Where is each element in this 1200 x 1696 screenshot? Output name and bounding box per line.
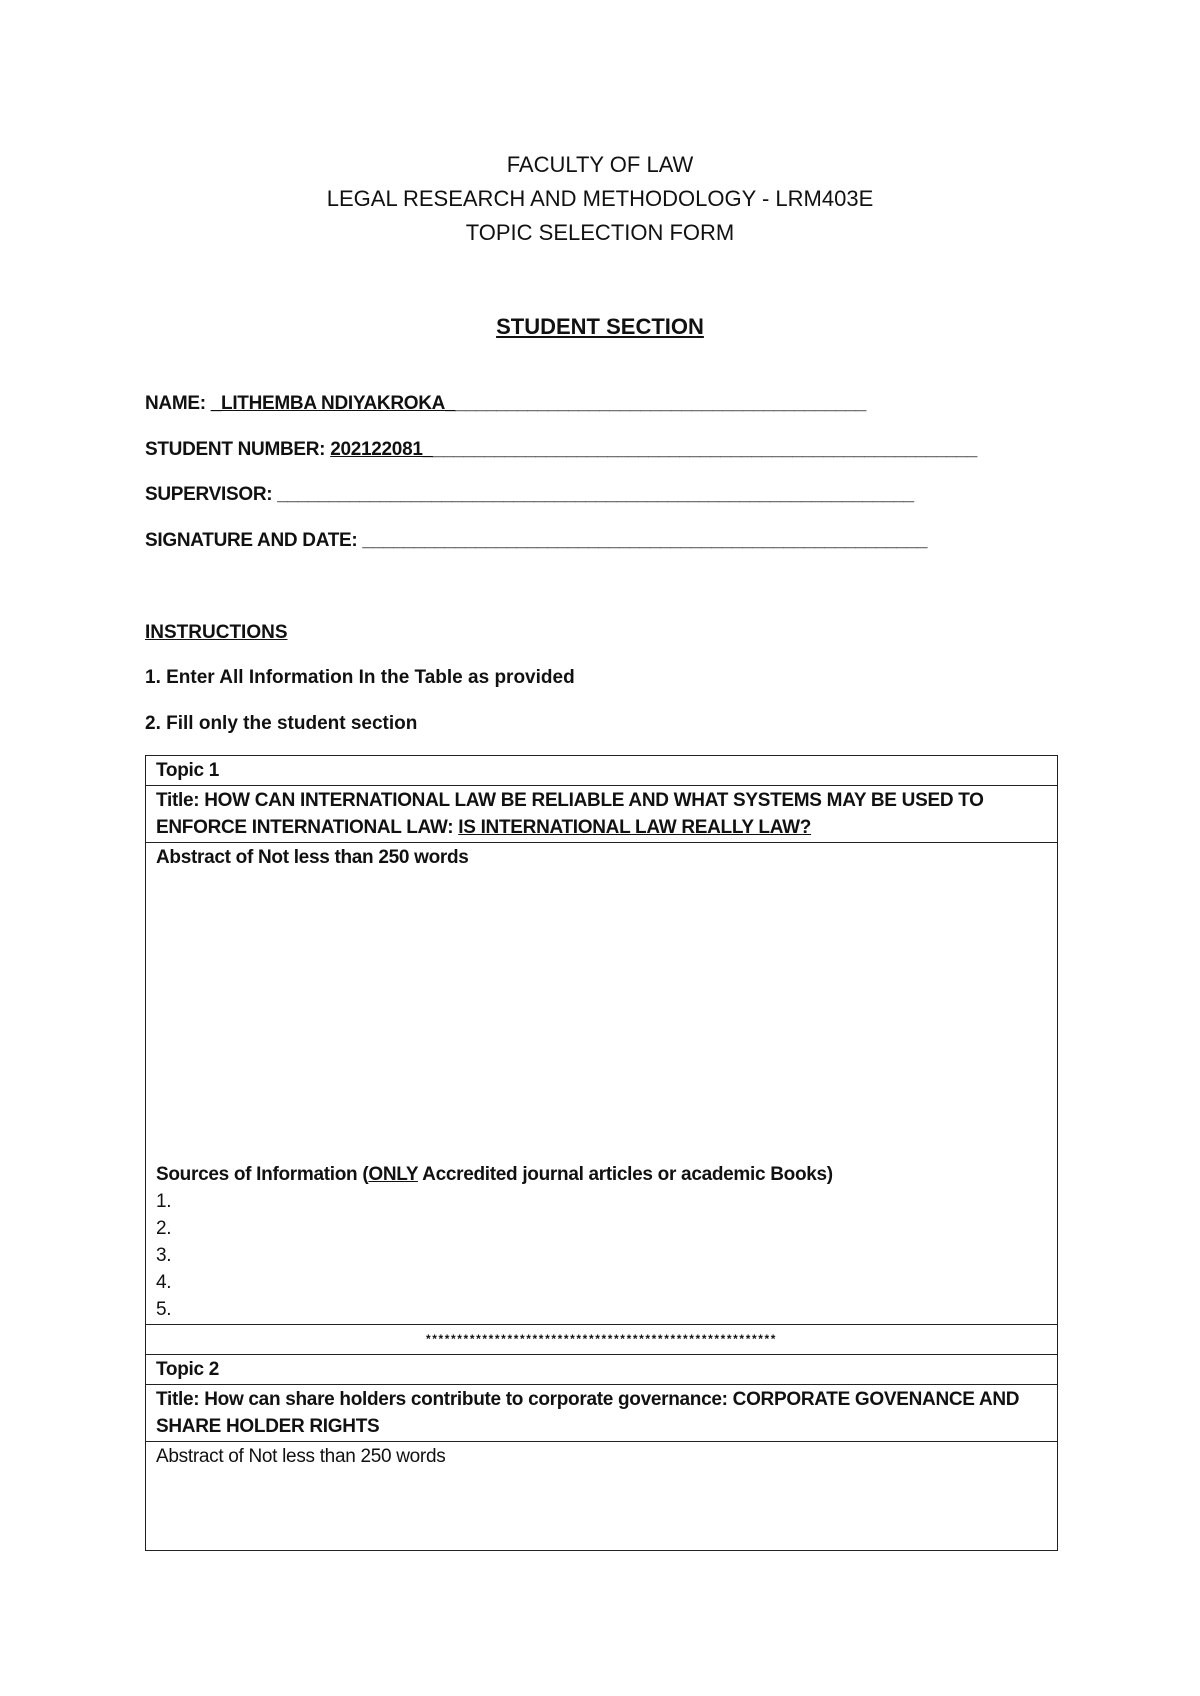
instruction-item-1: 1. Enter All Information In the Table as provided bbox=[145, 667, 575, 688]
source-item-1[interactable]: 1. bbox=[156, 1191, 172, 1212]
course-heading: LEGAL RESEARCH AND METHODOLOGY - LRM403E bbox=[326, 186, 874, 211]
table-row bbox=[146, 786, 1058, 843]
name-underline: ________________________________________ bbox=[455, 393, 867, 414]
supervisor-underline: ______________________________________________________________ bbox=[277, 484, 914, 505]
supervisor-label: SUPERVISOR: bbox=[145, 484, 278, 505]
form-heading: TOPIC SELECTION FORM bbox=[465, 220, 735, 245]
table-row bbox=[146, 843, 1058, 1325]
sources-suffix: Accredited journal articles or academic Books) bbox=[417, 1164, 833, 1185]
table-row bbox=[146, 1385, 1058, 1442]
sources-prefix: Sources of Information ( bbox=[156, 1164, 369, 1185]
instruction-item-2: 2. Fill only the student section bbox=[145, 713, 418, 734]
name-field[interactable] bbox=[145, 393, 866, 415]
name-value: _LITHEMBA NDIYAKROKA_ bbox=[210, 393, 456, 414]
topic2-label[interactable]: Topic 2 bbox=[146, 1355, 1058, 1385]
signature-underline: _______________________________________________________ bbox=[362, 530, 928, 551]
source-item-3[interactable]: 3. bbox=[156, 1245, 172, 1266]
table-row bbox=[146, 1442, 1058, 1551]
document-header bbox=[0, 148, 1200, 250]
source-item-5[interactable]: 5. bbox=[156, 1299, 172, 1320]
table-row bbox=[146, 756, 1058, 786]
topic1-title-cell[interactable] bbox=[146, 786, 1058, 843]
name-label: NAME: bbox=[145, 393, 211, 414]
topic1-sources-heading bbox=[156, 1161, 1047, 1188]
table-row bbox=[146, 1355, 1058, 1385]
student-section-title: STUDENT SECTION bbox=[496, 314, 704, 339]
topic1-title-underlined: IS INTERNATIONAL LAW REALLY LAW? bbox=[458, 817, 812, 838]
student-number-value: 202122081_ bbox=[330, 439, 433, 460]
topic1-abstract-label: Abstract of Not less than 250 words bbox=[156, 847, 469, 868]
supervisor-field[interactable] bbox=[145, 484, 914, 506]
signature-date-field[interactable] bbox=[145, 530, 927, 552]
topic1-sources-list bbox=[156, 1188, 1047, 1323]
source-item-2[interactable]: 2. bbox=[156, 1218, 172, 1239]
signature-label: SIGNATURE AND DATE: bbox=[145, 530, 363, 551]
topic2-abstract-label: Abstract of Not less than 250 words bbox=[156, 1446, 446, 1467]
sources-only: ONLY bbox=[368, 1164, 418, 1185]
student-number-underline: _____________________________________________________ bbox=[432, 439, 978, 460]
faculty-heading: FACULTY OF LAW bbox=[506, 152, 694, 177]
topics-table bbox=[145, 755, 1058, 1551]
topic1-label[interactable]: Topic 1 bbox=[146, 756, 1058, 786]
student-number-label: STUDENT NUMBER: bbox=[145, 439, 331, 460]
student-number-field[interactable] bbox=[145, 439, 977, 461]
table-row bbox=[146, 1325, 1058, 1355]
topic-separator: ******************************************************** bbox=[146, 1325, 1058, 1355]
topic1-abstract-cell[interactable] bbox=[146, 843, 1058, 1325]
topic2-abstract-cell[interactable] bbox=[146, 1442, 1058, 1551]
topic1-abstract-space bbox=[156, 871, 1047, 1161]
instructions-heading: INSTRUCTIONS bbox=[145, 622, 288, 643]
topic2-title[interactable]: Title: How can share holders contribute to corporate governance: CORPORATE GOVENANCE AND SHARE HOLDER RIGHTS bbox=[146, 1385, 1058, 1442]
source-item-4[interactable]: 4. bbox=[156, 1272, 172, 1293]
topic1-title: Title: HOW CAN INTERNATIONAL LAW BE RELIABLE AND WHAT SYSTEMS MAY BE USED TO ENFORCE INTERNATIONAL LAW: bbox=[156, 790, 984, 838]
